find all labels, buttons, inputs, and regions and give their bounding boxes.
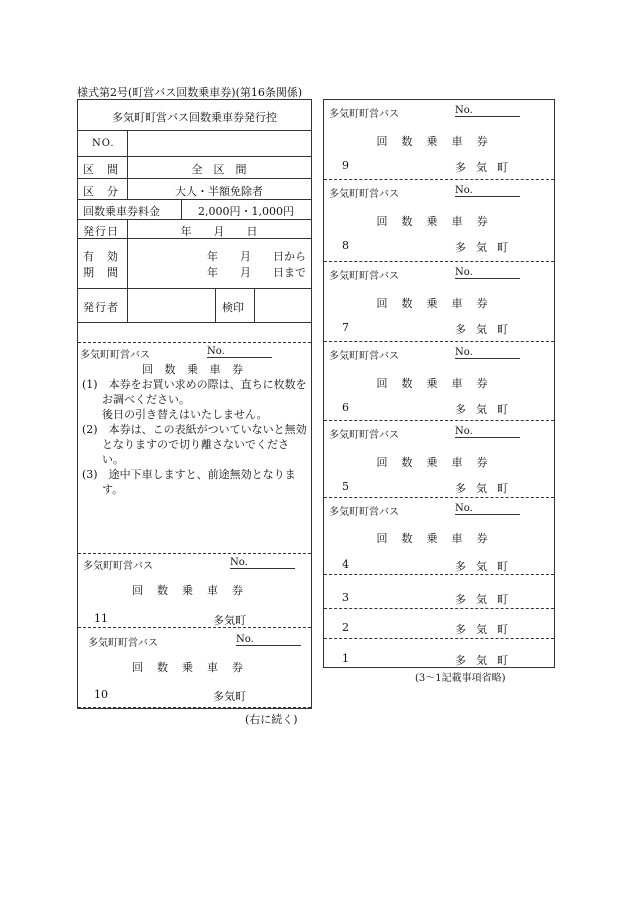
stub-fare-row [78, 200, 311, 220]
form-heading: 様式第2号(町営バス回数乗車券)(第16条関係) [77, 86, 303, 99]
ticket-number: 6 [342, 401, 349, 414]
stub-seal-label: 検印 [222, 301, 244, 314]
ticket-no: No. [230, 557, 295, 569]
stub-column [77, 99, 312, 709]
ticket-no: No. [236, 634, 301, 646]
stub-valid-row [78, 239, 311, 289]
ticket-name: 多気町町営バス [329, 351, 399, 362]
stub-valid-label-2: 期 間 [83, 266, 119, 279]
stub-class-label: 区 分 [83, 185, 119, 198]
stub-issue-row [78, 220, 311, 239]
ticket-number: 5 [342, 480, 349, 493]
ticket-title: 回数乗車券 [132, 661, 257, 674]
stub-fare-label: 回数乗車券料金 [83, 205, 160, 218]
ticket-cover [78, 344, 311, 554]
ticket-town: 多気町 [455, 560, 518, 573]
cover-notes [82, 377, 307, 497]
stub-fare-value: 2,000円・1,000円 [198, 205, 294, 218]
note-1: (1) 本券をお買い求めの際は、直ちに枚数をお調べください。 [82, 378, 307, 406]
stub-valid-label-1: 有 効 [83, 250, 119, 263]
ticket-town: 多気町 [455, 623, 518, 636]
ticket-name: 多気町町営バス [329, 507, 399, 518]
ticket-title: 回数乗車券 [132, 584, 257, 597]
ticket-name: 多気町町営バス [83, 561, 153, 572]
ticket-title: 回数乗車券 [376, 532, 502, 545]
stub-class-value: 大人・半額免除者 [175, 185, 263, 198]
stub-valid-to: 年 月 日まで [207, 266, 306, 279]
ticket-number: 9 [342, 159, 349, 172]
note-3: (3) 途中下車しますと、前途無効となります。 [82, 468, 296, 496]
ticket-town: 多気町 [455, 654, 518, 667]
ticket-title: 回数乗車券 [376, 297, 502, 310]
ticket-10 [78, 630, 311, 708]
stub-valid-from: 年 月 日から [207, 250, 306, 263]
note-1b: 後日の引き替えはいたしません。 [102, 408, 268, 421]
ticket-no: No. [455, 105, 520, 117]
ticket-number: 4 [342, 558, 349, 571]
ticket-town: 多気町 [213, 690, 246, 703]
stub-section-row [78, 157, 311, 179]
ticket-title: 回数乗車券 [376, 377, 502, 390]
omission-note: (3〜1記載事項省略) [415, 673, 506, 684]
stub-class-row [78, 179, 311, 200]
ticket-1 [324, 639, 554, 667]
ticket-no: No. [455, 267, 520, 279]
stub-section-label: 区 間 [83, 163, 119, 176]
ticket-6 [324, 342, 554, 421]
ticket-no: No. [455, 426, 520, 438]
ticket-column [323, 99, 555, 668]
ticket-number: 11 [94, 612, 108, 625]
ticket-4 [324, 498, 554, 575]
stub-no-row [78, 131, 311, 157]
stub-issue-value: 年 月 日 [180, 225, 258, 238]
ticket-number: 7 [342, 321, 349, 334]
ticket-8 [324, 180, 554, 259]
ticket-town: 多気町 [455, 482, 518, 495]
ticket-no: No. [455, 503, 520, 515]
ticket-3 [324, 575, 554, 608]
ticket-number: 1 [342, 652, 349, 665]
continued-note: (右に続く) [245, 713, 298, 726]
cover-no: No. [207, 346, 272, 358]
ticket-name: 多気町町営バス [329, 109, 399, 120]
ticket-9 [324, 100, 554, 179]
stub-title-row [78, 100, 311, 131]
stub-issuer-label: 発行者 [83, 301, 119, 314]
ticket-number: 2 [342, 621, 349, 634]
note-2: (2) 本券は、この表紙がついていないと無効となりますので切り離さないでください。 [82, 423, 307, 466]
ticket-2 [324, 609, 554, 639]
ticket-number: 3 [342, 591, 349, 604]
ticket-town: 多気町 [455, 403, 518, 416]
ticket-title: 回数乗車券 [376, 135, 502, 148]
ticket-town: 多気町 [455, 593, 518, 606]
cover-title: 回 数 乗 車 券 [142, 363, 247, 376]
ticket-7 [324, 262, 554, 341]
stub-title: 多気町町営バス回数乗車券発行控 [112, 111, 277, 124]
ticket-town: 多気町 [455, 241, 518, 254]
ticket-name: 多気町町営バス [329, 271, 399, 282]
ticket-title: 回数乗車券 [376, 215, 502, 228]
stub-section-value: 全 区 間 [191, 163, 247, 176]
ticket-title: 回数乗車券 [376, 456, 502, 469]
stub-no-label: NO. [92, 138, 115, 149]
ticket-11 [78, 555, 311, 627]
stub-issuer-row [78, 289, 311, 323]
ticket-town: 多気町 [213, 614, 246, 627]
ticket-no: No. [455, 185, 520, 197]
ticket-5 [324, 421, 554, 498]
ticket-no: No. [455, 347, 520, 359]
ticket-number: 8 [342, 239, 349, 252]
ticket-town: 多気町 [455, 161, 518, 174]
ticket-name: 多気町町営バス [329, 430, 399, 441]
stub-issue-label: 発行日 [83, 225, 119, 238]
cover-name: 多気町町営バス [80, 350, 150, 361]
ticket-town: 多気町 [455, 323, 518, 336]
ticket-number: 10 [94, 688, 108, 701]
ticket-name: 多気町町営バス [329, 189, 399, 200]
ticket-name: 多気町町営バス [88, 638, 158, 649]
